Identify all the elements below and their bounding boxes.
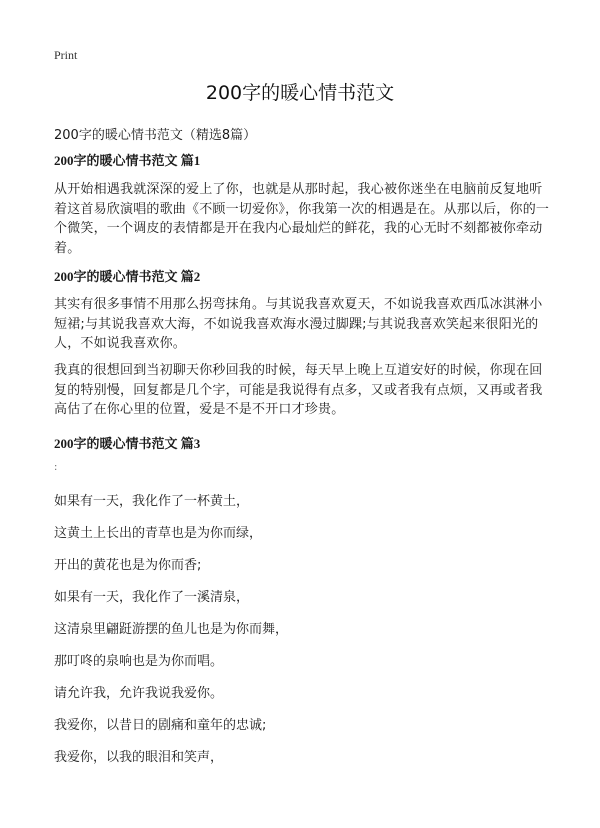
section-1-paragraph: 从开始相遇我就深深的爱上了你，也就是从那时起，我心被你迷坐在电脑前反复地听着这首易欣演唱的歌曲《不顾一切爱你》，你我第一次的相遇是在。从那以后，你的一个微笑，一个调皮的表情都是开在我内心最灿烂的鲜花，我的心无时不刻都被你牵动着。 xyxy=(54,182,550,256)
page-title: 200字的暖心情书范文 xyxy=(205,82,395,104)
poem-line: 这清泉里翩跹游摆的鱼儿也是为你而舞， xyxy=(54,622,289,637)
poem-line: 这黄土上长出的青草也是为你而绿， xyxy=(54,526,263,541)
section-1-heading: 200字的暖心情书范文 篇1 xyxy=(54,153,201,168)
poem-line: 开出的黄花也是为你而香; xyxy=(54,558,202,573)
poem-line: 如果有一天，我化作了一杯黄土， xyxy=(54,494,250,509)
poem-line: 我爱你，以我的眼泪和笑声， xyxy=(54,750,224,765)
poem-line: 那叮咚的泉响也是为你而唱。 xyxy=(54,654,224,669)
section-2-heading: 200字的暖心情书范文 篇2 xyxy=(54,269,201,284)
section-3-marker: : xyxy=(54,462,58,473)
section-3-heading: 200字的暖心情书范文 篇3 xyxy=(54,436,201,451)
poem-line: 如果有一天，我化作了一溪清泉， xyxy=(54,590,250,605)
poem-line: 请允许我，允许我说我爱你。 xyxy=(54,686,224,701)
poem-line: 我爱你，以昔日的剧痛和童年的忠诚; xyxy=(54,718,267,733)
document-subtitle: 200字的暖心情书范文（精选8篇） xyxy=(54,128,257,143)
section-2-paragraph-1: 其实有很多事情不用那么拐弯抹角。与其说我喜欢夏天，不如说我喜欢西瓜冰淇淋小短裙;与其说我喜欢大海，不如说我喜欢海水漫过脚踝;与其说我喜欢笑起来很阳光的人，不如说我喜欢你。 xyxy=(54,297,543,351)
section-2-paragraph-2: 我真的很想回到当初聊天你秒回我的时候，每天早上晚上互道安好的时候，你现在回复的特别慢，回复都是几个字，可能是我说得有点多，又或者我有点烦，又再或者我高估了在你心里的位置，爱是不是不开口才珍贵。 xyxy=(54,363,543,417)
print-label[interactable]: Print xyxy=(54,48,78,62)
